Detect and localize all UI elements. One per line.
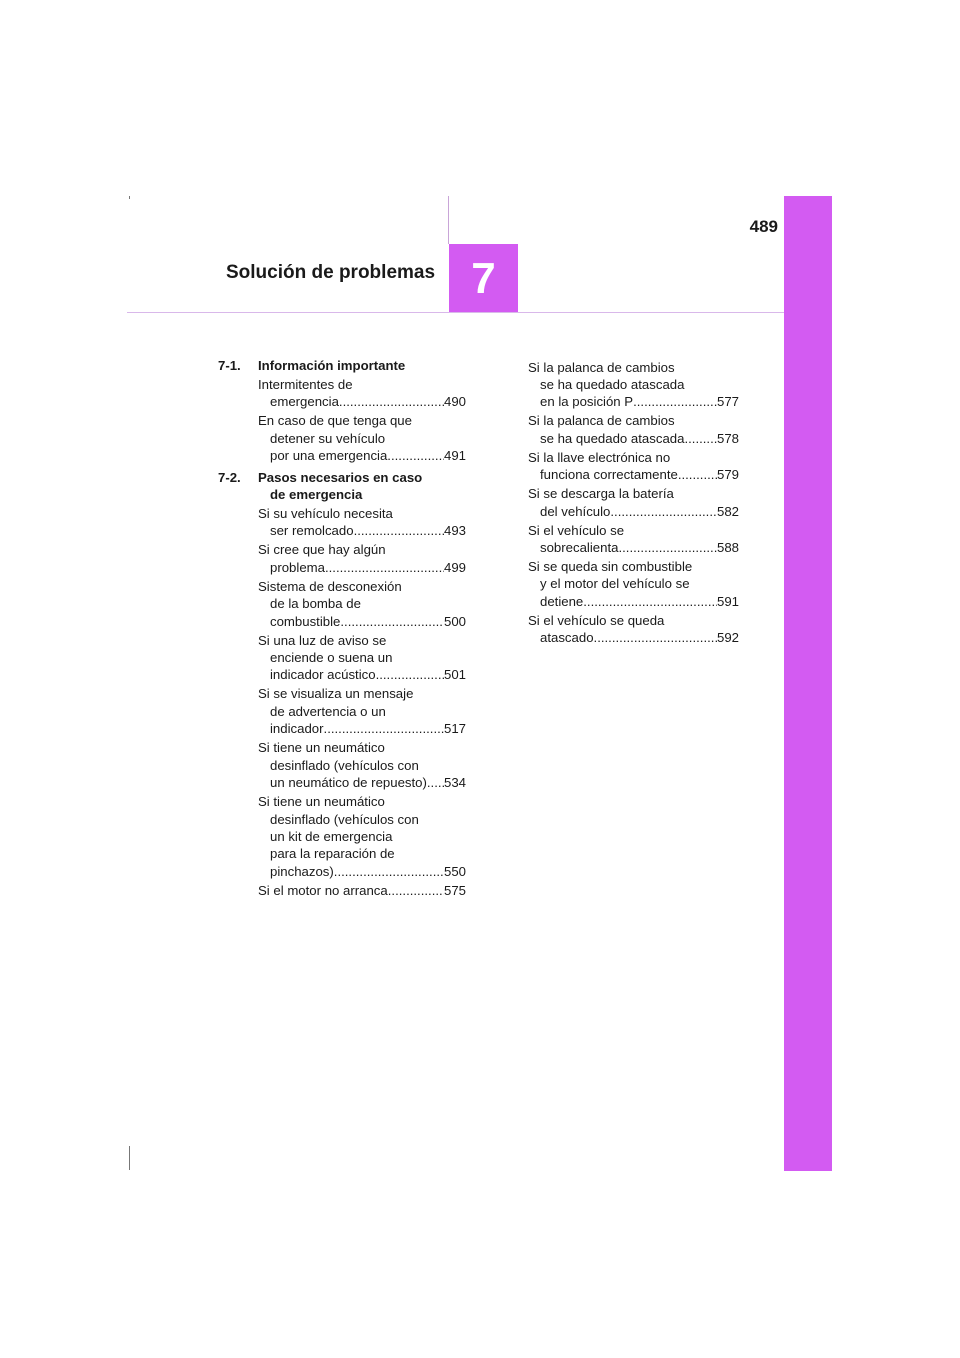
toc-entry-text: de advertencia o un xyxy=(270,703,386,719)
section-title xyxy=(258,357,466,374)
toc-entry xyxy=(528,558,739,610)
dot-leader xyxy=(610,503,717,520)
dot-leader xyxy=(618,539,717,556)
toc-entry-text: Si el vehículo se queda xyxy=(528,612,665,628)
toc-entry-text: Si el vehículo se xyxy=(528,522,625,538)
chapter-side-tab xyxy=(784,196,832,1171)
page-number: 489 xyxy=(749,217,778,236)
toc-entry xyxy=(528,412,739,447)
toc-entry xyxy=(258,541,466,576)
toc-entry-text: Si se visualiza un mensaje xyxy=(258,686,414,702)
toc-page-number: 577 xyxy=(716,394,739,410)
toc-entry-text: Si se descarga la batería xyxy=(528,486,674,502)
dot-leader xyxy=(340,613,444,630)
toc-entry-text: Si la llave electrónica no xyxy=(528,449,671,465)
section-title-line: de emergencia xyxy=(270,487,363,503)
toc-entry xyxy=(258,739,466,791)
toc-entry-text: problema xyxy=(270,559,325,575)
toc-entry-last-line xyxy=(258,559,466,576)
toc-entry-text: se ha quedado atascada xyxy=(540,377,685,392)
toc-entry-text: en la posición P xyxy=(540,394,634,410)
toc-entry-text: Si cree que hay algún xyxy=(258,542,386,558)
toc-entry-text: un kit de emergencia xyxy=(270,828,393,844)
section-entries xyxy=(258,505,466,899)
section-title xyxy=(258,469,466,504)
toc-entry-last-line xyxy=(528,503,739,520)
toc-entry xyxy=(528,522,739,557)
toc-entry xyxy=(258,578,466,630)
header-divider-vertical xyxy=(448,196,449,244)
dot-leader xyxy=(324,720,444,737)
section-entries xyxy=(528,359,739,647)
toc-page-number: 499 xyxy=(443,559,466,575)
toc-page-number: 491 xyxy=(443,448,466,464)
toc-section xyxy=(218,357,466,465)
toc-entry-last-line xyxy=(528,539,739,556)
toc-entry-last-line xyxy=(258,522,466,539)
toc-entry-last-line xyxy=(528,466,739,483)
toc-entry-last-line xyxy=(258,882,466,899)
dot-leader xyxy=(633,393,717,410)
toc-right-column xyxy=(528,357,739,647)
chapter-title: Solución de problemas xyxy=(226,262,436,283)
toc-entry xyxy=(258,882,466,899)
toc-section xyxy=(218,469,466,900)
dot-leader xyxy=(388,882,444,899)
header-rule xyxy=(127,312,784,313)
toc-page-number: 500 xyxy=(443,613,466,629)
crop-mark xyxy=(129,196,130,199)
dot-leader xyxy=(376,666,444,683)
dot-leader xyxy=(684,430,717,447)
toc-entry-last-line xyxy=(258,613,466,630)
toc-entry xyxy=(258,793,466,880)
dot-leader xyxy=(339,393,444,410)
section-title-line: Pasos necesarios en caso xyxy=(258,469,423,485)
dot-leader xyxy=(325,559,444,576)
toc-entry-text: Si su vehículo necesita xyxy=(258,506,393,522)
toc-page-number: 578 xyxy=(716,430,739,446)
toc-entry-text: detiene xyxy=(540,593,584,609)
toc-entry xyxy=(258,685,466,737)
toc-entry-text: combustible xyxy=(270,613,341,629)
toc-entry-text: Si tiene un neumático xyxy=(258,740,385,756)
toc-entry-text: Si tiene un neumático xyxy=(258,794,385,810)
dot-leader xyxy=(678,466,717,483)
toc-entry-last-line xyxy=(258,863,466,880)
toc-left-column xyxy=(218,357,466,899)
toc-entry-last-line xyxy=(258,393,466,410)
toc-entry xyxy=(258,632,466,684)
toc-entry-last-line xyxy=(528,393,739,410)
toc-entry xyxy=(258,412,466,464)
toc-entry-text: para la reparación de xyxy=(270,846,395,862)
toc-page-number: 550 xyxy=(443,863,466,879)
toc-entry-text: desinflado (vehículos con xyxy=(270,757,419,773)
toc-entry-text: enciende o suena un xyxy=(270,650,393,666)
toc-entry-last-line xyxy=(258,447,466,464)
toc-entry-text: detener su vehículo xyxy=(270,430,386,446)
toc-page-number: 534 xyxy=(443,775,466,791)
toc-entry xyxy=(528,359,739,411)
dot-leader xyxy=(583,593,717,610)
toc-entry-text: funciona correctamente xyxy=(540,467,678,483)
toc-entry-text: Sistema de desconexión xyxy=(258,578,402,594)
toc-entry-text: pinchazos) xyxy=(270,863,334,879)
toc-page-number: 588 xyxy=(716,540,739,556)
toc-entry-text: atascado xyxy=(540,630,594,646)
toc-page-number: 490 xyxy=(443,394,466,410)
toc-page-number: 579 xyxy=(716,467,739,483)
crop-mark xyxy=(129,1146,130,1170)
toc-entry-text: desinflado (vehículos con xyxy=(270,811,419,827)
toc-entry-text: Si la palanca de cambios xyxy=(528,359,675,375)
toc-page-number: 575 xyxy=(443,882,466,898)
toc-entry-last-line xyxy=(528,593,739,610)
toc-page-number: 592 xyxy=(716,630,739,646)
toc-entry xyxy=(258,505,466,540)
toc-entry-text: Si se queda sin combustible xyxy=(528,559,693,575)
toc-entry xyxy=(528,485,739,520)
dot-leader xyxy=(334,863,444,880)
section-number: 7-1. xyxy=(218,358,241,373)
toc-entry-text: En caso de que tenga que xyxy=(258,413,412,429)
toc-entry-text: indicador xyxy=(270,721,324,737)
toc-page-number: 501 xyxy=(443,667,466,683)
toc-page-number: 493 xyxy=(443,523,466,539)
dot-leader xyxy=(387,447,444,464)
toc-entry-text: y el motor del vehículo se xyxy=(540,576,690,592)
toc-entry-text: sobrecalienta xyxy=(540,540,619,556)
dot-leader xyxy=(427,774,444,791)
toc-page-number: 591 xyxy=(716,593,739,609)
toc-entry xyxy=(258,376,466,411)
dot-leader xyxy=(594,629,717,646)
toc-page-number: 517 xyxy=(443,721,466,737)
toc-entry-last-line xyxy=(528,629,739,646)
toc-entry-last-line xyxy=(528,430,739,447)
toc-entry xyxy=(528,612,739,647)
toc-entry-text: por una emergencia xyxy=(270,448,388,464)
section-number: 7-2. xyxy=(218,469,241,485)
dot-leader xyxy=(354,522,444,539)
toc-entry-text: Si el motor no arranca xyxy=(258,882,388,898)
toc-page-number: 582 xyxy=(716,503,739,519)
toc-entry-text: del vehículo xyxy=(540,503,611,519)
toc-entry xyxy=(528,449,739,484)
toc-entry-text: Si una luz de aviso se xyxy=(258,632,387,648)
toc-entry-text: ser remolcado xyxy=(270,523,354,539)
toc-entry-text: emergencia xyxy=(270,394,339,410)
toc-entry-text: Intermitentes de xyxy=(258,377,353,392)
toc-entry-last-line xyxy=(258,720,466,737)
toc-entry-text: de la bomba de xyxy=(270,596,361,612)
section-entries xyxy=(258,376,466,465)
chapter-number-box: 7 xyxy=(449,244,518,313)
toc-entry-last-line xyxy=(258,666,466,683)
toc-entry-text: se ha quedado atascada xyxy=(540,430,685,446)
toc-entry-text: indicador acústico xyxy=(270,667,376,683)
section-title-line: Información importante xyxy=(258,358,406,373)
toc-entry-text: un neumático de repuesto) xyxy=(270,775,427,791)
toc-entry-last-line xyxy=(258,774,466,791)
toc-entry-text: Si la palanca de cambios xyxy=(528,413,675,429)
